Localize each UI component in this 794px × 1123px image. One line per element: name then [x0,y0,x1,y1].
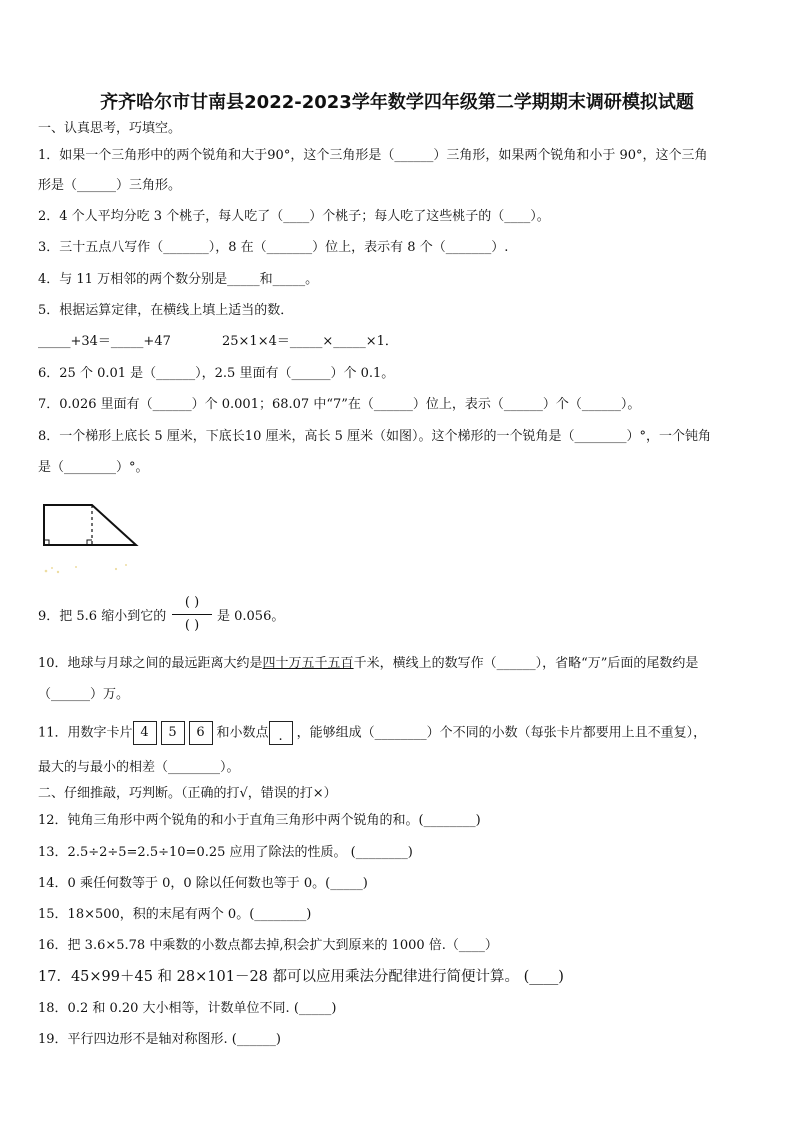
question-8-line-1: 8．一个梯形上底长 5 厘米，下底长10 厘米，高长 5 厘米（如图）。这个梯形的一个锐角是（________）°，一个钝角 [38,429,712,444]
question-10-text-a: 10．地球与月球之间的最远距离大约是 [38,656,263,671]
question-11-line-1 [38,720,706,747]
fraction-bar [172,614,212,615]
page-title: 齐齐哈尔市甘南县2022-2023学年数学四年级第二学期期末调研模拟试题 [100,92,694,113]
question-10-line-2: （______）万。 [38,687,130,702]
question-5-line-1: 5．根据运算定律，在横线上填上适当的数． [38,303,294,318]
question-9-fraction [170,594,214,638]
digit-card-6: 6 [189,721,213,745]
digit-card-5: 5 [161,721,185,745]
question-11-line-2: 最大的与最小的相差（________）。 [38,760,240,775]
question-4: 4．与 11 万相邻的两个数分别是_____和_____。 [38,272,319,287]
question-18: 18．0.2 和 0.20 大小相等，计数单位不同. (_____) [38,1001,337,1016]
question-11-before: 11．用数字卡片 [38,725,133,741]
question-7: 7．0.026 里面有（______）个 0.001；68.07 中“7”在（______）位上，表示（______）个（______）。 [38,397,641,412]
question-5-expr-a: _____+34＝_____+47 [38,334,171,349]
question-3: 3．三十五点八写作（_______），8 在（_______）位上，表示有 8 个（_______）. [38,240,509,255]
question-16: 16．把 3.6×5.78 中乘数的小数点都去掉,积会扩大到原来的 1000 倍.（____） [38,938,498,953]
question-8-line-2: 是（________）°。 [38,460,149,475]
question-13: 13．2.5÷2÷5=2.5÷10=0.25 应用了除法的性质。 (________) [38,845,413,860]
question-5-expr-b: 25×1×4＝_____×_____×1． [222,334,398,349]
question-2: 2．4 个人平均分吃 3 个桃子，每人吃了（____）个桃子；每人吃了这些桃子的（____）。 [38,209,550,224]
question-17: 17．45×99＋45 和 28×101－28 都可以应用乘法分配律进行简便计算。 (____) [38,969,564,985]
decimal-point-card: . [269,721,293,745]
question-1-line-2: 形是（______）三角形。 [38,178,182,193]
fraction-numerator: ( ) [184,595,200,610]
fraction-denominator: ( ) [184,618,200,633]
section-heading-fill: 一、认真思考，巧填空。 [38,121,182,136]
question-11-mid: 和小数点 [216,725,269,741]
section-heading-judge: 二、仔细推敲，巧判断。（正确的打√，错误的打×） [38,786,337,801]
question-9-before: 9．把 5.6 缩小到它的 [38,609,167,624]
question-15: 15．18×500，积的末尾有两个 0。(________) [38,907,312,922]
digit-card-4: 4 [133,721,157,745]
question-10-line-1 [38,656,698,672]
question-12: 12．钝角三角形中两个锐角的和小于直角三角形中两个锐角的和。(________) [38,813,481,828]
question-9-after: 是 0.056。 [217,609,285,624]
trapezoid-figure [36,497,146,579]
question-10-text-b: 千米，横线上的数写作（______），省略“万”后面的尾数约是 [353,656,699,671]
underlined-number-words: 四十万五千五百 [262,656,354,671]
question-11-after: ，能够组成（________）个不同的小数（每张卡片都要用上且不重复）， [296,725,707,741]
question-19: 19．平行四边形不是轴对称图形. (______) [38,1032,281,1047]
question-14: 14．0 乘任何数等于 0，0 除以任何数也等于 0。(_____) [38,876,368,891]
question-1-line-1: 1．如果一个三角形中的两个锐角和大于90°，这个三角形是（______）三角形，如果两个锐角和小于 90°，这个三角 [38,148,708,163]
question-6: 6．25 个 0.01 是（______），2.5 里面有（______）个 0.1。 [38,366,395,381]
